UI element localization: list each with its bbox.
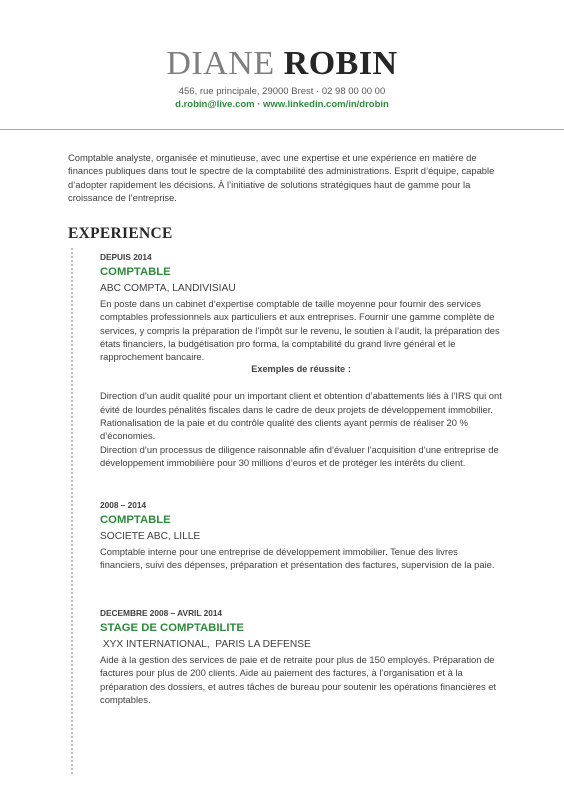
experience-entry-3 xyxy=(100,608,502,706)
entry-description: En poste dans un cabinet d’expertise comptable de taille moyenne pour fournir des services comptables professionnels aux particuliers et aux entreprises. Fournir une gamme complète de services, y compris la préparation de l’impôt sur le revenu, le soutien à l’audit, la préparation des états financiers, la budgétisation pro forma, la comptabilité du grand livre général et le rapprochement bancaire. xyxy=(100,298,500,363)
entry-role: STAGE DE COMPTABILITE xyxy=(100,622,244,634)
timeline-dotted-line xyxy=(71,248,73,774)
experience-entry-1 xyxy=(100,252,502,469)
experience-entry-2 xyxy=(100,500,502,572)
last-name: ROBIN xyxy=(283,45,398,82)
candidate-name xyxy=(0,44,564,84)
first-name: DIANE xyxy=(166,45,275,82)
address-line: 456, rue principale, 29000 Brest · 02 98 00 00 00 xyxy=(178,86,386,97)
entry-description: Aide à la gestion des services de paie et de retraite pour plus de 150 employés. Préparation de factures pour plus de 200 clients. Aide au paiement des factures, à l’organisation et à la préparation des dossiers, et autres tâches de bureau pour soutenir les opérations financières et comptables. xyxy=(100,654,497,705)
entry-date: DEPUIS 2014 xyxy=(100,252,152,262)
header-divider xyxy=(0,129,564,130)
entry-company: XYX INTERNATIONAL, PARIS LA DEFENSE xyxy=(100,639,311,650)
spacer xyxy=(100,376,502,389)
entry-date: 2008 – 2014 xyxy=(100,500,147,510)
achievements-title: Exemples de réussite : xyxy=(251,364,351,375)
entry-company: SOCIETE ABC, LILLE xyxy=(100,531,201,542)
entry-role: COMPTABLE xyxy=(100,514,171,526)
contact-line[interactable]: d.robin@live.com · www.linkedin.com/in/drobin xyxy=(175,99,389,110)
achievement-item: Rationalisation de la paie et du contrôle qualité des clients ayant permis de réaliser 20 % d’économies. xyxy=(100,417,468,442)
experience-heading: EXPERIENCE xyxy=(68,225,173,242)
entry-description: Comptable interne pour une entreprise de développement immobilier. Tenue des livres financiers, suivi des dépenses, préparation et présentation des factures, supervision de la paie. xyxy=(100,546,495,571)
entry-role: COMPTABLE xyxy=(100,266,171,278)
entry-date: DECEMBRE 2008 – AVRIL 2014 xyxy=(100,608,223,618)
profile-summary: Comptable analyste, organisée et minutieuse, avec une expertise et une expérience en matière de finances publiques dans tout le spectre de la comptabilité des administrations. Esprit d’équipe, capable d’adopter rapidement les décisions. À l’initiative de solutions stratégiques haut de gamme pour la croissance de l’entreprise. xyxy=(68,152,495,203)
resume-header xyxy=(0,44,564,110)
entry-company: ABC COMPTA, LANDIVISIAU xyxy=(100,283,236,294)
achievement-item: Direction d’un audit qualité pour un important client et obtention d’abattements liés à l’IRS qui ont évité de lourdes pénalités fiscales dans le cadre de deux projets de développement immobilier. xyxy=(100,390,502,415)
achievement-item: Direction d’un processus de diligence raisonnable afin d’évaluer l’acquisition d’une entreprise de développement immobilière pour 30 millions d’euros et de protéger les intérêts du client. xyxy=(100,443,499,468)
